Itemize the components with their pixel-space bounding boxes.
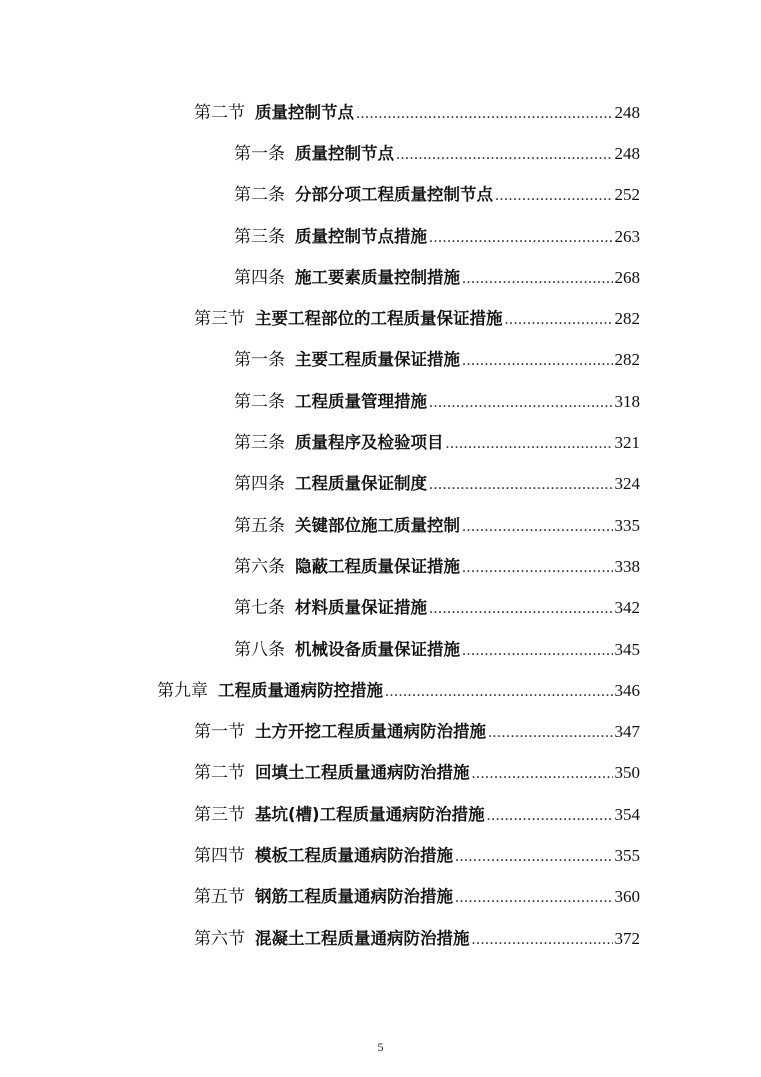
toc-entry-number: 第五节: [194, 887, 245, 908]
toc-entry-title: 主要工程质量保证措施: [295, 350, 460, 370]
toc-entry-number: 第三条: [234, 433, 285, 454]
toc-entry-inner: [234, 434, 640, 452]
toc-entry-page: 342: [614, 598, 640, 618]
toc-entry-number: 第七条: [234, 598, 285, 619]
dot-leader: [462, 353, 613, 369]
toc-entry[interactable]: [0, 918, 761, 959]
toc-entry-number: 第二节: [194, 763, 245, 784]
toc-entry[interactable]: [0, 794, 761, 835]
toc-entry-number: 第六节: [194, 928, 245, 949]
toc-entry-number: 第一条: [234, 143, 285, 164]
toc-entry-page: 354: [614, 804, 640, 824]
toc-entry-inner: [234, 393, 640, 411]
toc-entry-title: 分部分项工程质量控制节点: [295, 185, 493, 205]
toc-entry[interactable]: [0, 588, 761, 629]
toc-entry-inner: [234, 558, 640, 576]
toc-entry-inner: [194, 310, 640, 328]
toc-entry[interactable]: [0, 546, 761, 587]
toc-entry-page: 345: [614, 639, 640, 659]
toc-entry-page: 324: [614, 474, 640, 494]
toc-entry-number: 第三节: [194, 804, 245, 825]
dot-leader: [385, 684, 613, 700]
toc-entry-page: 263: [614, 226, 640, 246]
toc-entry-number: 第四条: [234, 474, 285, 495]
table-of-contents: [0, 92, 761, 959]
toc-entry-title: 混凝土工程质量通病防治措施: [255, 928, 470, 948]
toc-entry-number: 第九章: [157, 680, 208, 701]
dot-leader: [472, 932, 613, 948]
toc-entry[interactable]: [0, 422, 761, 463]
dot-leader: [455, 890, 613, 906]
toc-entry-title: 质量控制节点: [255, 102, 354, 122]
toc-entry-inner: [194, 806, 640, 824]
toc-entry[interactable]: [0, 175, 761, 216]
toc-entry-title: 主要工程部位的工程质量保证措施: [255, 309, 503, 329]
toc-entry[interactable]: [0, 298, 761, 339]
dot-leader: [472, 766, 613, 782]
toc-entry-number: 第二条: [234, 185, 285, 206]
toc-entry[interactable]: [0, 711, 761, 752]
toc-entry-inner: [194, 764, 640, 782]
toc-entry[interactable]: [0, 629, 761, 670]
dot-leader: [396, 147, 613, 163]
toc-entry-page: 248: [614, 102, 640, 122]
toc-entry-number: 第四节: [194, 845, 245, 866]
toc-entry[interactable]: [0, 464, 761, 505]
dot-leader: [429, 230, 613, 246]
dot-leader: [356, 106, 613, 122]
toc-entry-title: 基坑(槽)工程质量通病防治措施: [255, 804, 485, 824]
toc-entry-inner: [234, 186, 640, 204]
toc-entry-title: 钢筋工程质量通病防治措施: [255, 887, 453, 907]
toc-entry-page: 268: [614, 267, 640, 287]
dot-leader: [488, 725, 613, 741]
toc-entry-title: 工程质量通病防控措施: [218, 680, 383, 700]
toc-entry-page: 335: [614, 515, 640, 535]
toc-entry-title: 土方开挖工程质量通病防治措施: [255, 722, 486, 742]
toc-entry-inner: [157, 682, 640, 700]
toc-entry-page: 282: [614, 350, 640, 370]
toc-entry-inner: [194, 888, 640, 906]
dot-leader: [446, 436, 613, 452]
toc-entry-title: 材料质量保证措施: [295, 598, 427, 618]
toc-entry-inner: [234, 475, 640, 493]
dot-leader: [429, 601, 613, 617]
dot-leader: [505, 312, 613, 328]
toc-entry-page: 338: [614, 556, 640, 576]
toc-entry[interactable]: [0, 340, 761, 381]
toc-entry[interactable]: [0, 835, 761, 876]
toc-entry-inner: [194, 847, 640, 865]
toc-entry-page: 282: [614, 309, 640, 329]
toc-entry-number: 第一条: [234, 350, 285, 371]
toc-entry-title: 质量程序及检验项目: [295, 433, 444, 453]
toc-entry-page: 360: [614, 887, 640, 907]
toc-entry-inner: [234, 228, 640, 246]
toc-entry-inner: [234, 145, 640, 163]
toc-entry-page: 321: [614, 433, 640, 453]
toc-entry-inner: [194, 723, 640, 741]
toc-entry[interactable]: [0, 670, 761, 711]
toc-entry-inner: [234, 517, 640, 535]
toc-entry-number: 第二条: [234, 391, 285, 412]
dot-leader: [462, 271, 613, 287]
toc-entry-number: 第五条: [234, 515, 285, 536]
toc-entry-number: 第四条: [234, 267, 285, 288]
toc-entry-title: 回填土工程质量通病防治措施: [255, 763, 470, 783]
toc-entry-page: 248: [614, 143, 640, 163]
dot-leader: [487, 808, 613, 824]
toc-entry-inner: [234, 641, 640, 659]
dot-leader: [462, 643, 613, 659]
toc-entry[interactable]: [0, 92, 761, 133]
toc-entry[interactable]: [0, 381, 761, 422]
toc-entry-page: 346: [614, 680, 640, 700]
toc-entry-title: 关键部位施工质量控制: [295, 515, 460, 535]
toc-entry-inner: [234, 351, 640, 369]
toc-entry-number: 第三条: [234, 226, 285, 247]
toc-entry-page: 350: [614, 763, 640, 783]
dot-leader: [462, 519, 613, 535]
dot-leader: [429, 395, 613, 411]
toc-entry[interactable]: [0, 753, 761, 794]
toc-entry-title: 质量控制节点措施: [295, 226, 427, 246]
dot-leader: [462, 560, 613, 576]
toc-entry-inner: [194, 930, 640, 948]
toc-entry-number: 第八条: [234, 639, 285, 660]
toc-entry-title: 模板工程质量通病防治措施: [255, 845, 453, 865]
toc-entry[interactable]: [0, 877, 761, 918]
toc-entry[interactable]: [0, 257, 761, 298]
toc-entry[interactable]: [0, 133, 761, 174]
toc-entry-title: 隐蔽工程质量保证措施: [295, 556, 460, 576]
toc-entry-title: 施工要素质量控制措施: [295, 267, 460, 287]
toc-entry-title: 工程质量管理措施: [295, 391, 427, 411]
toc-entry-number: 第三节: [194, 309, 245, 330]
dot-leader: [495, 188, 613, 204]
toc-entry-inner: [234, 599, 640, 617]
toc-entry[interactable]: [0, 505, 761, 546]
toc-entry-title: 质量控制节点: [295, 143, 394, 163]
toc-entry-title: 机械设备质量保证措施: [295, 639, 460, 659]
toc-entry-page: 355: [614, 845, 640, 865]
toc-entry-inner: [234, 269, 640, 287]
toc-entry-number: 第二节: [194, 102, 245, 123]
dot-leader: [429, 477, 613, 493]
dot-leader: [455, 849, 613, 865]
toc-entry-inner: [194, 104, 640, 122]
toc-entry-title: 工程质量保证制度: [295, 474, 427, 494]
page-number: 5: [377, 1040, 384, 1054]
toc-entry-page: 347: [614, 722, 640, 742]
toc-entry[interactable]: [0, 216, 761, 257]
toc-entry-page: 252: [614, 185, 640, 205]
toc-entry-page: 372: [614, 928, 640, 948]
toc-entry-page: 318: [614, 391, 640, 411]
toc-entry-number: 第六条: [234, 556, 285, 577]
toc-entry-number: 第一节: [194, 722, 245, 743]
